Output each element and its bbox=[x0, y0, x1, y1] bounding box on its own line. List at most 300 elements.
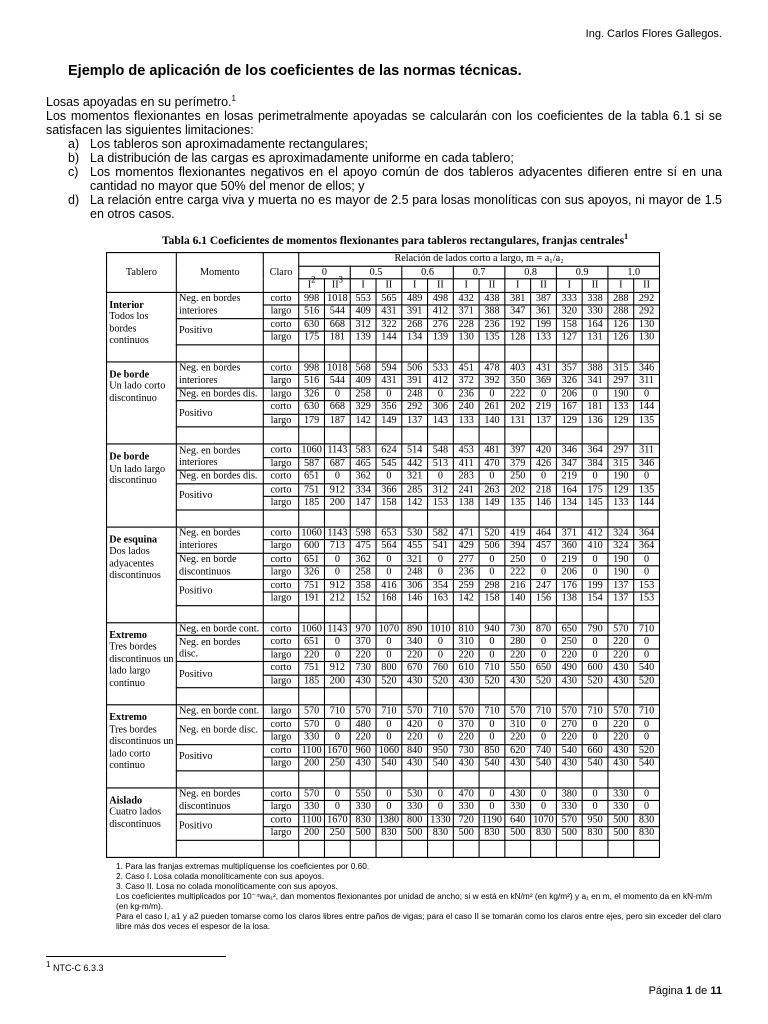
value-cell: 1143 bbox=[324, 527, 350, 540]
separator-cell bbox=[376, 688, 402, 705]
value-cell: 219 bbox=[556, 470, 582, 483]
value-cell: 800 bbox=[402, 814, 428, 827]
value-cell: 730 bbox=[453, 744, 479, 757]
value-cell: 540 bbox=[556, 744, 582, 757]
case-sup: 3 bbox=[338, 274, 343, 285]
value-cell: 480 bbox=[350, 718, 376, 731]
momento-cell: Neg. en bordes discontinuos bbox=[176, 787, 263, 813]
value-cell: 516 bbox=[299, 305, 325, 318]
value-cell: 324 bbox=[608, 540, 634, 553]
value-cell: 326 bbox=[556, 374, 582, 387]
value-cell: 481 bbox=[479, 444, 505, 457]
case-label: II bbox=[437, 279, 444, 291]
value-cell: 830 bbox=[479, 827, 505, 840]
separator-cell bbox=[324, 770, 350, 787]
list-item bbox=[46, 137, 722, 151]
value-cell: 0 bbox=[634, 635, 660, 648]
value-cell: 129 bbox=[556, 414, 582, 427]
value-cell: 0 bbox=[634, 787, 660, 800]
value-cell: 130 bbox=[634, 331, 660, 344]
value-cell: 394 bbox=[505, 540, 531, 553]
value-cell: 0 bbox=[376, 718, 402, 731]
value-cell: 0 bbox=[428, 731, 454, 744]
value-cell: 219 bbox=[531, 401, 557, 414]
value-cell: 540 bbox=[582, 757, 608, 770]
separator-cell bbox=[299, 605, 325, 622]
value-cell: 329 bbox=[350, 401, 376, 414]
value-cell: 0 bbox=[479, 635, 505, 648]
case-label: II bbox=[591, 279, 599, 291]
claro-cell: largo bbox=[263, 331, 298, 344]
value-cell: 0 bbox=[376, 553, 402, 566]
value-cell: 0 bbox=[531, 635, 557, 648]
value-cell: 1060 bbox=[299, 622, 325, 635]
separator-cell bbox=[299, 344, 325, 361]
momento-cell: Neg. en borde cont. bbox=[176, 622, 263, 635]
value-cell: 248 bbox=[402, 388, 428, 401]
claro-cell: largo bbox=[263, 731, 298, 744]
value-cell: 277 bbox=[453, 553, 479, 566]
case-header bbox=[324, 274, 350, 292]
separator-cell bbox=[608, 770, 634, 787]
separator-cell bbox=[634, 605, 660, 622]
intro-paragraph-2: Los momentos flexionantes en losas perimetralmente apoyadas se calcularán con los coeficientes de la tabla 6.1 si se satisfacen las siguientes limitaciones: bbox=[46, 109, 722, 137]
value-cell: 0 bbox=[531, 718, 557, 731]
value-cell: 346 bbox=[634, 361, 660, 374]
value-cell: 830 bbox=[634, 814, 660, 827]
ratio-header: 0 bbox=[299, 266, 351, 279]
value-cell: 0 bbox=[428, 648, 454, 661]
value-cell: 220 bbox=[453, 648, 479, 661]
claro-cell: corto bbox=[263, 744, 298, 757]
value-cell: 220 bbox=[402, 648, 428, 661]
ratio-header: 0.9 bbox=[556, 266, 608, 279]
value-cell: 1143 bbox=[324, 622, 350, 635]
case-header bbox=[634, 279, 660, 292]
list-text: La distribución de las cargas es aproximadamente uniforme en cada tablero; bbox=[90, 151, 514, 165]
value-cell: 520 bbox=[428, 675, 454, 688]
value-cell: 478 bbox=[479, 361, 505, 374]
value-cell: 500 bbox=[608, 814, 634, 827]
separator-cell bbox=[428, 605, 454, 622]
value-cell: 220 bbox=[608, 718, 634, 731]
momento-cell: Positivo bbox=[176, 401, 263, 427]
value-cell: 322 bbox=[376, 318, 402, 331]
value-cell: 0 bbox=[376, 566, 402, 579]
separator-cell bbox=[428, 509, 454, 526]
table-row bbox=[107, 579, 660, 592]
value-cell: 1100 bbox=[299, 744, 325, 757]
value-cell: 1143 bbox=[324, 444, 350, 457]
value-cell: 341 bbox=[582, 374, 608, 387]
author-header: Ing. Carlos Flores Gallegos. bbox=[585, 28, 722, 40]
separator-cell bbox=[376, 605, 402, 622]
value-cell: 710 bbox=[324, 705, 350, 718]
value-cell: 133 bbox=[608, 496, 634, 509]
claro-cell: corto bbox=[263, 318, 298, 331]
value-cell: 514 bbox=[402, 444, 428, 457]
value-cell: 387 bbox=[531, 292, 557, 305]
value-cell: 364 bbox=[634, 527, 660, 540]
case-header bbox=[608, 279, 634, 292]
limitations-list bbox=[46, 137, 722, 221]
value-cell: 330 bbox=[556, 800, 582, 813]
value-cell: 660 bbox=[582, 744, 608, 757]
value-cell: 164 bbox=[582, 318, 608, 331]
value-cell: 1018 bbox=[324, 361, 350, 374]
value-cell: 565 bbox=[376, 292, 402, 305]
value-cell: 432 bbox=[453, 292, 479, 305]
separator-cell bbox=[428, 427, 454, 444]
tablero-desc: Dos lados adyacentes discontinuos bbox=[109, 545, 161, 582]
separator-cell bbox=[263, 840, 298, 857]
value-cell: 333 bbox=[556, 292, 582, 305]
value-cell: 587 bbox=[299, 457, 325, 470]
separator-cell bbox=[176, 770, 263, 787]
separator-cell bbox=[531, 840, 557, 857]
claro-cell: corto bbox=[263, 361, 298, 374]
separator-cell bbox=[634, 509, 660, 526]
value-cell: 710 bbox=[634, 622, 660, 635]
claro-cell: corto bbox=[263, 787, 298, 800]
separator-cell bbox=[263, 344, 298, 361]
value-cell: 259 bbox=[453, 579, 479, 592]
value-cell: 379 bbox=[505, 457, 531, 470]
value-cell: 0 bbox=[582, 731, 608, 744]
value-cell: 570 bbox=[299, 787, 325, 800]
value-cell: 199 bbox=[582, 579, 608, 592]
value-cell: 200 bbox=[324, 675, 350, 688]
value-cell: 310 bbox=[505, 718, 531, 731]
value-cell: 185 bbox=[299, 496, 325, 509]
case-label: I bbox=[361, 279, 365, 291]
separator-cell bbox=[376, 509, 402, 526]
separator-cell bbox=[582, 427, 608, 444]
separator-cell bbox=[376, 427, 402, 444]
value-cell: 152 bbox=[350, 592, 376, 605]
page-number: Página 1 de 11 bbox=[648, 985, 722, 997]
value-cell: 0 bbox=[634, 553, 660, 566]
ratio-header: 0.8 bbox=[505, 266, 557, 279]
value-cell: 475 bbox=[350, 540, 376, 553]
value-cell: 412 bbox=[428, 305, 454, 318]
case-label: II bbox=[643, 279, 650, 291]
value-cell: 176 bbox=[556, 579, 582, 592]
value-cell: 330 bbox=[608, 787, 634, 800]
separator-cell bbox=[505, 840, 531, 857]
value-cell: 653 bbox=[376, 527, 402, 540]
value-cell: 346 bbox=[634, 457, 660, 470]
value-cell: 687 bbox=[324, 457, 350, 470]
value-cell: 250 bbox=[505, 553, 531, 566]
value-cell: 324 bbox=[608, 527, 634, 540]
footnote: $^1$ NTC-C 6.3.3 bbox=[46, 960, 104, 973]
value-cell: 430 bbox=[608, 675, 634, 688]
value-cell: 465 bbox=[350, 457, 376, 470]
value-cell: 1010 bbox=[428, 622, 454, 635]
value-cell: 710 bbox=[376, 705, 402, 718]
value-cell: 0 bbox=[531, 787, 557, 800]
value-cell: 312 bbox=[428, 483, 454, 496]
momento-cell: Positivo bbox=[176, 744, 263, 770]
value-cell: 490 bbox=[556, 662, 582, 675]
value-cell: 145 bbox=[582, 496, 608, 509]
separator-cell bbox=[479, 509, 505, 526]
value-cell: 630 bbox=[299, 318, 325, 331]
value-cell: 0 bbox=[531, 388, 557, 401]
value-cell: 751 bbox=[299, 483, 325, 496]
separator-cell bbox=[505, 344, 531, 361]
value-cell: 489 bbox=[402, 292, 428, 305]
value-cell: 397 bbox=[505, 444, 531, 457]
table-row bbox=[107, 553, 660, 566]
value-cell: 520 bbox=[531, 675, 557, 688]
separator-cell bbox=[556, 509, 582, 526]
value-cell: 200 bbox=[299, 827, 325, 840]
value-cell: 163 bbox=[428, 592, 454, 605]
value-cell: 357 bbox=[556, 361, 582, 374]
value-cell: 146 bbox=[531, 496, 557, 509]
value-cell: 506 bbox=[479, 540, 505, 553]
value-cell: 610 bbox=[453, 662, 479, 675]
value-cell: 751 bbox=[299, 662, 325, 675]
value-cell: 412 bbox=[582, 527, 608, 540]
value-cell: 298 bbox=[479, 579, 505, 592]
value-cell: 500 bbox=[350, 827, 376, 840]
value-cell: 0 bbox=[634, 718, 660, 731]
value-cell: 751 bbox=[299, 579, 325, 592]
value-cell: 430 bbox=[608, 744, 634, 757]
value-cell: 411 bbox=[453, 457, 479, 470]
separator-cell bbox=[324, 840, 350, 857]
separator-cell bbox=[299, 770, 325, 787]
value-cell: 600 bbox=[582, 662, 608, 675]
table-row bbox=[107, 483, 660, 496]
separator-cell bbox=[350, 840, 376, 857]
value-cell: 361 bbox=[531, 305, 557, 318]
value-cell: 0 bbox=[634, 566, 660, 579]
coefficients-table bbox=[106, 252, 660, 857]
claro-cell: corto bbox=[263, 444, 298, 457]
value-cell: 1330 bbox=[428, 814, 454, 827]
value-cell: 144 bbox=[634, 496, 660, 509]
separator-cell bbox=[428, 770, 454, 787]
claro-cell: largo bbox=[263, 566, 298, 579]
value-cell: 830 bbox=[531, 827, 557, 840]
value-cell: 520 bbox=[376, 675, 402, 688]
momento-cell: Neg. en borde cont. bbox=[176, 705, 263, 718]
claro-cell: corto bbox=[263, 292, 298, 305]
value-cell: 130 bbox=[634, 318, 660, 331]
value-cell: 133 bbox=[531, 331, 557, 344]
claro-cell: corto bbox=[263, 814, 298, 827]
value-cell: 570 bbox=[350, 705, 376, 718]
value-cell: 250 bbox=[324, 757, 350, 770]
separator-cell bbox=[479, 427, 505, 444]
value-cell: 550 bbox=[350, 787, 376, 800]
value-cell: 135 bbox=[634, 414, 660, 427]
value-cell: 206 bbox=[556, 566, 582, 579]
value-cell: 570 bbox=[453, 705, 479, 718]
separator-cell bbox=[582, 688, 608, 705]
value-cell: 139 bbox=[428, 331, 454, 344]
tablero-desc: Un lado corto discontinuo bbox=[109, 380, 166, 405]
claro-cell: largo bbox=[263, 800, 298, 813]
value-cell: 0 bbox=[531, 731, 557, 744]
separator-row bbox=[107, 688, 660, 705]
value-cell: 366 bbox=[376, 483, 402, 496]
value-cell: 500 bbox=[505, 827, 531, 840]
separator-cell bbox=[608, 840, 634, 857]
value-cell: 372 bbox=[453, 374, 479, 387]
value-cell: 0 bbox=[531, 648, 557, 661]
value-cell: 594 bbox=[376, 361, 402, 374]
value-cell: 350 bbox=[505, 374, 531, 387]
value-cell: 0 bbox=[582, 787, 608, 800]
value-cell: 500 bbox=[556, 827, 582, 840]
value-cell: 364 bbox=[582, 444, 608, 457]
value-cell: 651 bbox=[299, 635, 325, 648]
value-cell: 364 bbox=[634, 540, 660, 553]
case-header bbox=[350, 279, 376, 292]
value-cell: 144 bbox=[634, 401, 660, 414]
value-cell: 1060 bbox=[299, 527, 325, 540]
value-cell: 570 bbox=[299, 705, 325, 718]
claro-cell: corto bbox=[263, 718, 298, 731]
tablero-name: Aislado bbox=[109, 794, 143, 807]
value-cell: 181 bbox=[582, 401, 608, 414]
value-cell: 530 bbox=[402, 527, 428, 540]
value-cell: 506 bbox=[402, 361, 428, 374]
value-cell: 312 bbox=[350, 318, 376, 331]
value-cell: 430 bbox=[505, 675, 531, 688]
table-row bbox=[107, 292, 660, 305]
value-cell: 131 bbox=[582, 331, 608, 344]
claro-cell: corto bbox=[263, 483, 298, 496]
claro-cell: largo bbox=[263, 827, 298, 840]
note-line: Para el caso I, a1 y a2 pueden tomarse como los claros libres entre paños de vigas; para el caso II se tomarán como los claros entre ejes, pero sin exceder del claro libre más dos veces el espesor de la losa. bbox=[116, 911, 722, 931]
page-title: Ejemplo de aplicación de los coeficientes de las normas técnicas. bbox=[68, 63, 522, 79]
value-cell: 240 bbox=[453, 401, 479, 414]
value-cell: 140 bbox=[505, 592, 531, 605]
value-cell: 371 bbox=[556, 527, 582, 540]
value-cell: 330 bbox=[299, 800, 325, 813]
value-cell: 570 bbox=[556, 705, 582, 718]
value-cell: 530 bbox=[402, 787, 428, 800]
claro-cell: corto bbox=[263, 635, 298, 648]
value-cell: 360 bbox=[556, 540, 582, 553]
value-cell: 430 bbox=[402, 675, 428, 688]
value-cell: 220 bbox=[505, 731, 531, 744]
value-cell: 409 bbox=[350, 305, 376, 318]
value-cell: 144 bbox=[376, 331, 402, 344]
value-cell: 830 bbox=[582, 827, 608, 840]
separator-cell bbox=[479, 344, 505, 361]
value-cell: 520 bbox=[634, 744, 660, 757]
list-label: d) bbox=[68, 193, 80, 207]
separator-cell bbox=[634, 344, 660, 361]
value-cell: 330 bbox=[582, 305, 608, 318]
value-cell: 0 bbox=[324, 648, 350, 661]
value-cell: 0 bbox=[582, 648, 608, 661]
value-cell: 220 bbox=[453, 731, 479, 744]
separator-cell bbox=[176, 840, 263, 857]
value-cell: 388 bbox=[479, 305, 505, 318]
case-label: II bbox=[385, 279, 393, 291]
separator-cell bbox=[634, 688, 660, 705]
value-cell: 220 bbox=[608, 731, 634, 744]
separator-cell bbox=[376, 770, 402, 787]
table-row bbox=[107, 318, 660, 331]
value-cell: 126 bbox=[608, 318, 634, 331]
separator-cell bbox=[299, 509, 325, 526]
value-cell: 292 bbox=[634, 305, 660, 318]
value-cell: 190 bbox=[608, 566, 634, 579]
tablero-name: Extremo bbox=[109, 712, 147, 724]
value-cell: 220 bbox=[608, 648, 634, 661]
separator-cell bbox=[263, 770, 298, 787]
tablero-cell bbox=[107, 527, 177, 623]
value-cell: 500 bbox=[402, 827, 428, 840]
value-cell: 297 bbox=[608, 374, 634, 387]
value-cell: 540 bbox=[634, 662, 660, 675]
value-cell: 668 bbox=[324, 401, 350, 414]
value-cell: 430 bbox=[402, 757, 428, 770]
case-header bbox=[531, 279, 557, 292]
tablero-name: De borde bbox=[109, 368, 150, 381]
separator-cell bbox=[531, 770, 557, 787]
case-header bbox=[556, 279, 582, 292]
value-cell: 760 bbox=[428, 662, 454, 675]
value-cell: 133 bbox=[608, 401, 634, 414]
table-row bbox=[107, 635, 660, 648]
case-header bbox=[505, 279, 531, 292]
value-cell: 541 bbox=[428, 540, 454, 553]
list-text: Los tableros son aproximadamente rectangulares; bbox=[90, 137, 368, 151]
value-cell: 288 bbox=[608, 305, 634, 318]
value-cell: 127 bbox=[556, 331, 582, 344]
value-cell: 0 bbox=[531, 553, 557, 566]
value-cell: 430 bbox=[556, 675, 582, 688]
claro-cell: largo bbox=[263, 648, 298, 661]
claro-cell: largo bbox=[263, 705, 298, 718]
value-cell: 455 bbox=[402, 540, 428, 553]
value-cell: 153 bbox=[634, 579, 660, 592]
value-cell: 146 bbox=[402, 592, 428, 605]
separator-cell bbox=[428, 840, 454, 857]
list-label: c) bbox=[68, 165, 79, 179]
value-cell: 0 bbox=[428, 470, 454, 483]
separator-cell bbox=[350, 509, 376, 526]
header-relacion: Relación de lados corto a largo, m = a₁/a₂ bbox=[299, 253, 660, 266]
value-cell: 416 bbox=[376, 579, 402, 592]
value-cell: 940 bbox=[479, 622, 505, 635]
value-cell: 710 bbox=[582, 705, 608, 718]
value-cell: 126 bbox=[608, 331, 634, 344]
value-cell: 133 bbox=[453, 414, 479, 427]
value-cell: 330 bbox=[350, 800, 376, 813]
separator-cell bbox=[608, 605, 634, 622]
value-cell: 830 bbox=[376, 827, 402, 840]
separator-cell bbox=[582, 509, 608, 526]
value-cell: 384 bbox=[582, 457, 608, 470]
value-cell: 412 bbox=[428, 374, 454, 387]
value-cell: 185 bbox=[299, 675, 325, 688]
ratio-header: 0.6 bbox=[402, 266, 454, 279]
value-cell: 0 bbox=[582, 566, 608, 579]
value-cell: 419 bbox=[505, 527, 531, 540]
value-cell: 500 bbox=[608, 827, 634, 840]
